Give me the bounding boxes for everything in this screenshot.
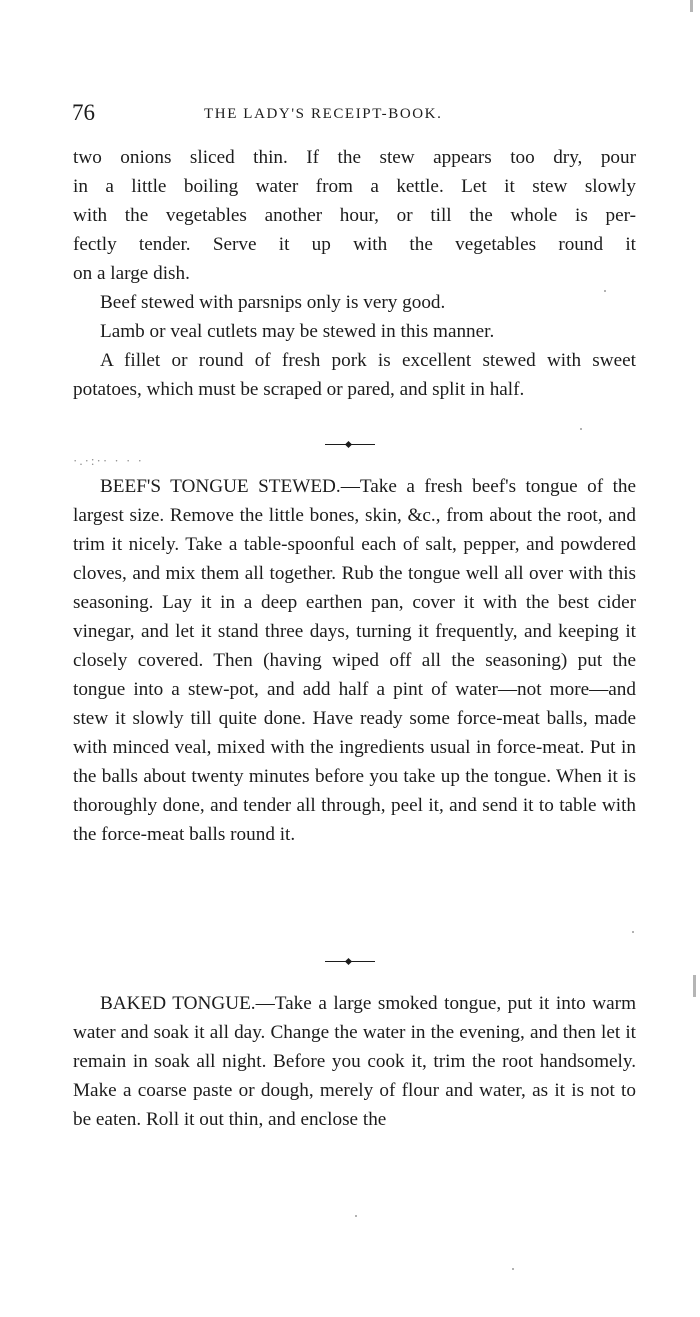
section-divider bbox=[325, 957, 375, 967]
section-divider bbox=[325, 440, 375, 450]
paper-speck bbox=[512, 1268, 514, 1270]
ink-bleed-mark: ·.·:·· · · · bbox=[73, 453, 144, 468]
note-paragraph: Lamb or veal cutlets may be stewed in this manner. bbox=[100, 321, 495, 342]
recipe-baked-tongue bbox=[73, 989, 636, 1134]
paper-speck bbox=[355, 1215, 357, 1217]
recipe-title: BAKED TONGUE. bbox=[100, 993, 256, 1014]
notes bbox=[73, 288, 636, 404]
recipe-text: —Take a large smoked tongue, put it into warm water and soak it all day. Change the water in the evening, and then let it remain in soak all night. Before you cook it, trim the root handsomely. Make a coarse paste or dough, merely of flour and water, as it is not to be eaten. Roll it out thin, and enclose the bbox=[73, 993, 636, 1130]
note-paragraph: Beef stewed with parsnips only is very good. bbox=[100, 292, 446, 313]
page-edge-mark bbox=[693, 975, 696, 997]
continued-text bbox=[73, 143, 636, 288]
page-number: 76 bbox=[72, 100, 95, 125]
recipe-beefs-tongue-stewed bbox=[73, 472, 636, 849]
page-header bbox=[72, 99, 632, 133]
note-paragraph: A fillet or round of fresh pork is excellent stewed with sweet potatoes, which must be scraped or pared, and split in half. bbox=[73, 350, 636, 400]
text-line: two onions sliced thin. If the stew appears too dry, pour bbox=[73, 147, 636, 168]
text-line: fectly tender. Serve it up with the vegetables round it bbox=[73, 234, 636, 255]
recipe-paragraph bbox=[73, 472, 636, 849]
paper-speck bbox=[580, 428, 582, 430]
paper-speck bbox=[604, 290, 606, 292]
paper-speck bbox=[632, 931, 634, 933]
recipe-text: —Take a fresh beef's tongue of the largest size. Remove the little bones, skin, &c., from about the root, and trim it nicely. Take a table-spoonful each of salt, pepper, and powdered cloves, and mix them all together. Rub the tongue well all over with this seasoning. Lay it in a deep earthen pan, cover it with the best cider vinegar, and let it stand three days, turning it frequently, and keeping it closely covered. Then (having wiped off all the seasoning) put the tongue into a stew-pot, and add half a pint of water—not more—and stew it slowly till quite done. Have ready some force-meat balls, made with minced veal, mixed with the ingredients usual in force-meat. Put in the balls about twenty minutes before you take up the tongue. When it is thoroughly done, and tender all through, peel it, and send it to table with the force-meat balls round it. bbox=[73, 476, 637, 845]
recipe-title: BEEF'S TONGUE STEWED. bbox=[100, 476, 341, 497]
running-title: THE LADY'S RECEIPT-BOOK. bbox=[204, 106, 443, 122]
text-line: with the vegetables another hour, or till the whole is per- bbox=[73, 205, 636, 226]
page-edge-mark bbox=[690, 0, 693, 12]
text-line: in a little boiling water from a kettle. Let it stew slowly bbox=[73, 176, 636, 197]
text-line: on a large dish. bbox=[73, 263, 190, 284]
recipe-paragraph bbox=[73, 989, 636, 1134]
